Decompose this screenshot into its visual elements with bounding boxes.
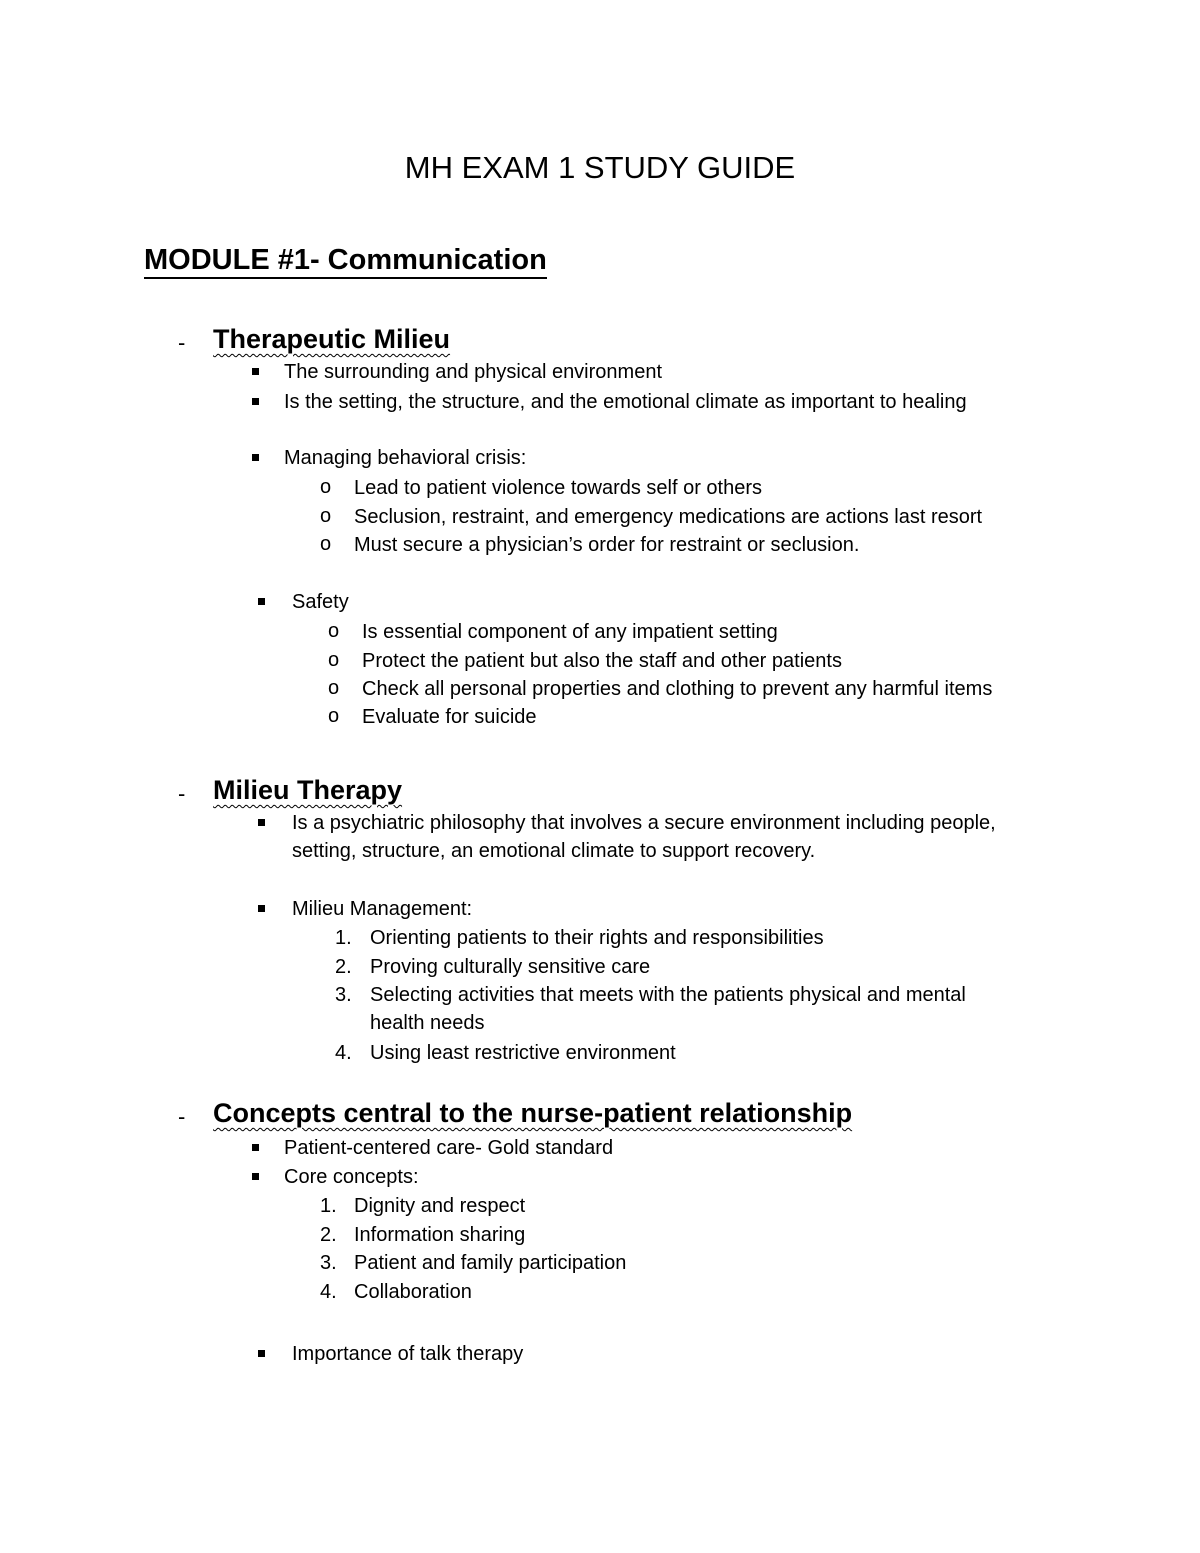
bullet-text: Core concepts:	[284, 1166, 419, 1188]
circle-bullet-icon: o	[320, 505, 332, 527]
sub-item-text: Lead to patient violence towards self or others	[354, 477, 763, 499]
square-bullet-icon	[252, 398, 259, 405]
circle-bullet-icon: o	[328, 705, 340, 727]
circle-bullet-icon: o	[320, 476, 332, 498]
section-dash: -	[178, 330, 186, 355]
circle-bullet-icon: o	[320, 533, 332, 555]
list-number: 2.	[320, 1224, 337, 1246]
circle-bullet-icon: o	[328, 620, 340, 642]
numbered-item-text: Using least restrictive environment	[370, 1042, 676, 1064]
sub-item-text: Must secure a physician’s order for restraint or seclusion.	[354, 534, 860, 556]
list-number: 3.	[320, 1252, 337, 1274]
bullet-text: Managing behavioral crisis:	[284, 447, 527, 469]
list-number: 1.	[335, 927, 352, 949]
numbered-item-text: Dignity and respect	[354, 1195, 526, 1217]
square-bullet-icon	[258, 819, 265, 826]
section-heading-text: Milieu Therapy	[213, 775, 403, 805]
bullet-text: Importance of talk therapy	[292, 1343, 524, 1365]
numbered-item-text-continued: health needs	[370, 1012, 485, 1034]
numbered-item-text: Information sharing	[354, 1224, 526, 1246]
list-number: 4.	[320, 1281, 337, 1303]
list-number: 1.	[320, 1195, 337, 1217]
square-bullet-icon	[252, 1144, 259, 1151]
sub-item-text: Protect the patient but also the staff and other patients	[362, 650, 842, 672]
section-heading-text: Concepts central to the nurse-patient relationship	[213, 1098, 853, 1128]
sub-item-text: Evaluate for suicide	[362, 706, 537, 728]
bullet-text-continued: setting, structure, an emotional climate to support recovery.	[292, 840, 816, 862]
bullet-text: Is the setting, the structure, and the emotional climate as important to healing	[284, 391, 967, 413]
module-heading-text: MODULE #1- Communication	[144, 244, 547, 279]
bullet-text: Safety	[292, 591, 349, 613]
square-bullet-icon	[252, 454, 259, 461]
bullet-text: Milieu Management:	[292, 898, 473, 920]
numbered-item-text: Orienting patients to their rights and responsibilities	[370, 927, 824, 949]
circle-bullet-icon: o	[328, 677, 340, 699]
circle-bullet-icon: o	[328, 649, 340, 671]
list-number: 4.	[335, 1042, 352, 1064]
sub-item-text: Seclusion, restraint, and emergency medications are actions last resort	[354, 506, 983, 528]
square-bullet-icon	[258, 1350, 265, 1357]
sub-item-text: Check all personal properties and clothing to prevent any harmful items	[362, 678, 993, 700]
square-bullet-icon	[258, 905, 265, 912]
document-title: MH EXAM 1 STUDY GUIDE	[404, 150, 796, 185]
section-dash: -	[178, 781, 186, 806]
section-dash: -	[178, 1104, 186, 1129]
square-bullet-icon	[258, 598, 265, 605]
square-bullet-icon	[252, 368, 259, 375]
section-heading-therapeutic-milieu	[213, 326, 450, 353]
module-heading	[144, 246, 547, 275]
numbered-item-text: Selecting activities that meets with the patients physical and mental	[370, 984, 966, 1006]
bullet-text: The surrounding and physical environment	[284, 361, 662, 383]
bullet-text: Patient-centered care- Gold standard	[284, 1137, 614, 1159]
list-number: 2.	[335, 956, 352, 978]
square-bullet-icon	[252, 1173, 259, 1180]
sub-item-text: Is essential component of any impatient setting	[362, 621, 778, 643]
section-heading-nurse-patient-relationship	[213, 1100, 852, 1127]
section-heading-text: Therapeutic Milieu	[213, 324, 451, 354]
bullet-text: Is a psychiatric philosophy that involves a secure environment including people,	[292, 812, 996, 834]
numbered-item-text: Collaboration	[354, 1281, 472, 1303]
list-number: 3.	[335, 984, 352, 1006]
numbered-item-text: Patient and family participation	[354, 1252, 627, 1274]
section-heading-milieu-therapy	[213, 777, 402, 804]
numbered-item-text: Proving culturally sensitive care	[370, 956, 651, 978]
